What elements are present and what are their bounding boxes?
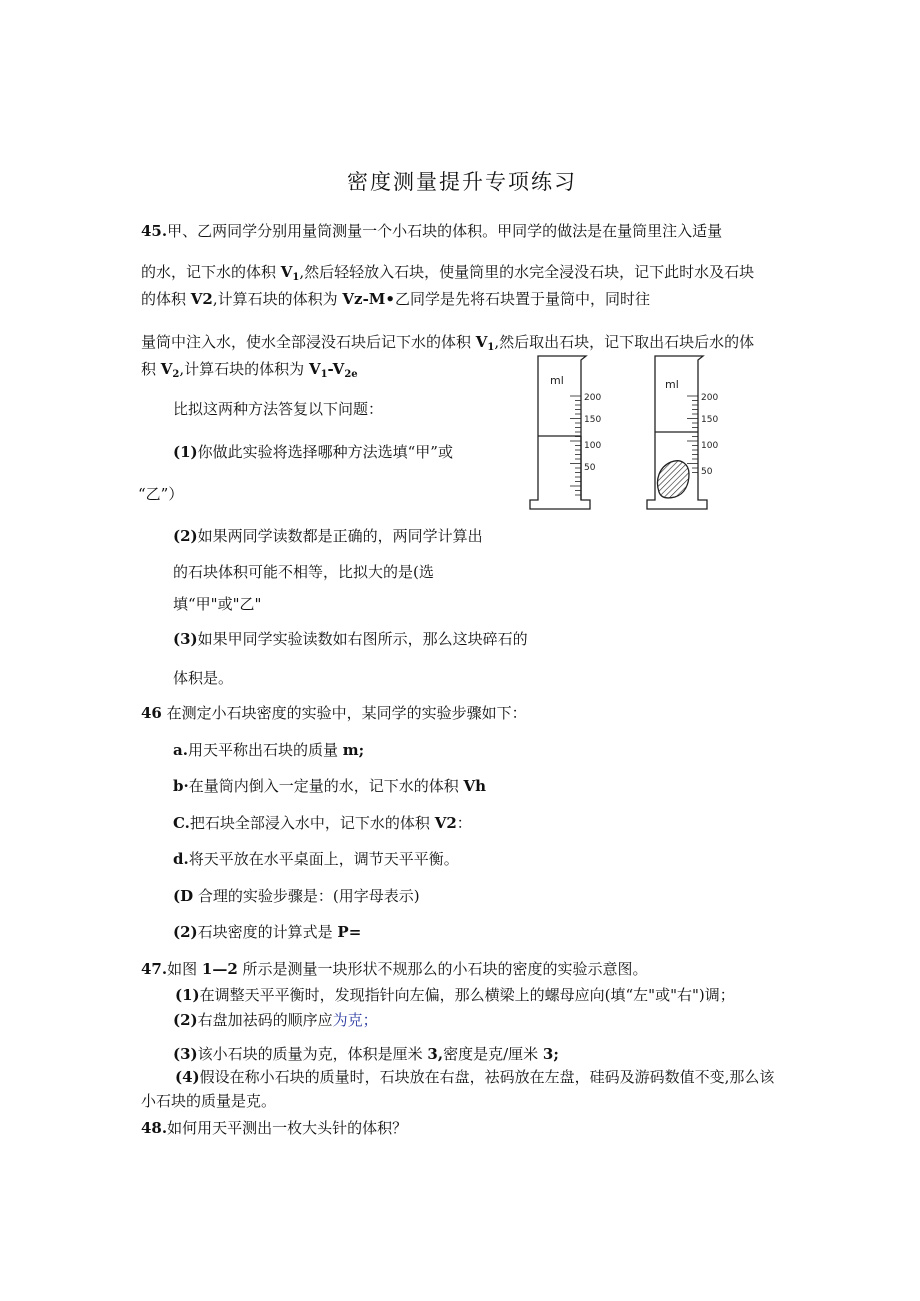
q47-part3-exp-b: 3; (542, 1045, 559, 1063)
q45-line4-a: 量筒中注入水，使水全部浸没石块后记下水的体积 (141, 333, 476, 351)
q47-figure-ref: 1—2 (201, 960, 238, 978)
right-tick-100: 100 (701, 441, 719, 451)
q45-line1 (141, 221, 722, 241)
q45-line4-v: V (475, 333, 488, 351)
q45-line3 (141, 289, 650, 309)
q47-part3-a: 该小石块的质量为克，体积是厘米 (197, 1045, 428, 1063)
cylinder-left (530, 356, 601, 509)
q45-v1-sub: 1 (292, 272, 300, 283)
q45-v2-symbol: V2 (190, 290, 213, 308)
q46-step-b-text: 在量筒内倒入一定量的水，记下水的体积 (188, 777, 464, 795)
q45-line4-sub: 1 (487, 342, 495, 353)
q48-text: 如何用天平测出一枚大头针的体积？ (167, 1119, 408, 1137)
q46-step-a-text: 用天平称出石块的质量 (187, 741, 343, 759)
q46-step-c-end: ： (456, 814, 472, 832)
q47-part2-blue-text: 为克； (332, 1011, 378, 1029)
q47-part4-cont: 小石块的质量是克。 (141, 1092, 277, 1110)
q45-line4-b: ,然后取出石块，记下取出石块后水的体 (494, 333, 755, 351)
q46-sub2-formula: P= (337, 923, 362, 941)
q45-part3 (173, 629, 528, 649)
q45-part1 (173, 442, 453, 462)
q45-line1-text: 甲、乙两同学分别用量筒测量一个小石块的体积。甲同学的做法是在量筒里注入适量 (167, 222, 723, 240)
page-title: 密度测量提升专项练习 (347, 170, 577, 194)
q47-part4 (175, 1067, 774, 1087)
q47-part3-number: (3) (173, 1045, 198, 1063)
q45-part2-text: 如果两同学读数都是正确的，两同学计算出 (197, 527, 483, 545)
q45-part1-text: 你做此实验将选择哪种方法选填“甲”或 (197, 443, 453, 461)
q46-step-c (173, 813, 472, 833)
q45-part2-cont2: 填“甲"或"乙" (173, 595, 262, 613)
cylinder-figure (528, 352, 728, 514)
left-tick-50: 50 (584, 463, 596, 473)
q45-line2-b: ,然后轻轻放入石块，使量筒里的水完全浸没石块，记下此时水及石块 (299, 263, 755, 281)
q46-intro (141, 703, 527, 723)
right-tick-150: 150 (701, 415, 719, 425)
q45-line4 (141, 332, 754, 352)
q46-intro-text: 在测定小石块密度的实验中，某同学的实验步骤如下： (166, 704, 527, 722)
q45-line5-v2sub: 2e (344, 369, 358, 380)
q47-part2-number: (2) (173, 1011, 198, 1029)
q45-line5-v: V (160, 360, 173, 378)
q45-part3-number: (3) (173, 630, 198, 648)
q45-part2 (173, 526, 483, 546)
q45-line5-b: ,计算石块的体积为 (179, 360, 309, 378)
q47-part4-number: (4) (175, 1068, 200, 1086)
q47-number: 47. (141, 960, 168, 978)
q45-part3-text: 如果甲同学实验读数如右图所示，那么这块碎石的 (197, 630, 528, 648)
left-tick-100: 100 (584, 441, 602, 451)
q46-step-d (173, 849, 459, 869)
q46-step-a-label: a. (173, 741, 188, 759)
q47-part3 (173, 1044, 559, 1064)
q46-step-a (173, 740, 364, 760)
q45-line5-v1sub: 1 (320, 369, 328, 380)
q47-part1-number: (1) (175, 986, 200, 1004)
q47-part4-text: 假设在称小石块的质量时，石块放在右盘，祛码放在左盘，硅码及游码数值不变,那么该 (199, 1068, 775, 1086)
q48-number: 48. (141, 1119, 168, 1137)
q45-line2-a: 的水，记下水的体积 (141, 263, 281, 281)
q47-intro-b: 所示是测量一块形状不规那么的小石块的密度的实验示意图。 (237, 960, 648, 978)
q45-v1-symbol: V (280, 263, 293, 281)
q47-part1 (175, 985, 735, 1005)
q45-line5-v1: V (308, 360, 321, 378)
q47-part3-exp-a: 3, (427, 1045, 444, 1063)
q45-line5-dash: -V (327, 360, 345, 378)
right-tick-200: 200 (701, 393, 719, 403)
q45-line3-b: ,计算石块的体积为 (212, 290, 343, 308)
q46-step-b-label: b· (173, 777, 189, 795)
left-tick-200: 200 (584, 393, 602, 403)
q46-step-b-symbol: Vh (463, 777, 487, 795)
q46-sub2-number: (2) (173, 923, 198, 941)
q45-line3-a: 的体积 (141, 290, 191, 308)
q46-step-a-symbol: m; (342, 741, 365, 759)
q45-part1-number: (1) (173, 443, 198, 461)
q45-line2 (141, 262, 754, 282)
q46-number: 46 (141, 704, 162, 722)
q45-part1-cont: “乙”） (138, 485, 184, 503)
left-unit-label: ml (550, 374, 564, 387)
q45-line5-sub: 2 (172, 369, 180, 380)
q45-formula: Vz-M• (342, 290, 395, 308)
q46-sub2 (173, 922, 361, 942)
q47-intro (141, 959, 648, 979)
q47-part2-text: 右盘加祛码的顺序应 (197, 1011, 333, 1029)
q47-part2 (173, 1010, 378, 1030)
left-tick-150: 150 (584, 415, 602, 425)
q47-intro-a: 如图 (167, 960, 202, 978)
q46-sub1-number: (D (173, 887, 194, 905)
q48 (141, 1118, 407, 1138)
q45-line5-a: 积 (141, 360, 161, 378)
q45-part2-number: (2) (173, 527, 198, 545)
q46-sub2-text: 石块密度的计算式是 (197, 923, 338, 941)
q46-sub1 (173, 886, 420, 906)
q46-step-d-text: 将天平放在水平桌面上，调节天平平衡。 (188, 850, 459, 868)
q46-sub1-text: 合理的实验步骤是：(用字母表示) (193, 887, 420, 905)
q45-number: 45. (141, 222, 168, 240)
q45-compare: 比拟这两种方法答复以下问题： (173, 400, 384, 418)
q45-line3-c: 乙同学是先将石块置于量筒中，同时往 (394, 290, 650, 308)
right-tick-50: 50 (701, 467, 713, 477)
q46-step-d-label: d. (173, 850, 189, 868)
q47-part3-b: 密度是克/厘米 (443, 1045, 543, 1063)
q45-part3-cont: 体积是。 (173, 669, 234, 687)
q47-part1-text: 在调整天平平衡时，发现指针向左偏，那么横梁上的螺母应向(填“左"或"右")调； (199, 986, 735, 1004)
cylinder-right (647, 356, 718, 509)
q46-step-c-text: 把石块全部浸入水中，记下水的体积 (189, 814, 435, 832)
q46-step-c-label: C. (173, 814, 190, 832)
q45-part2-cont1: 的石块体积可能不相等，比拟大的是(选 (173, 563, 434, 581)
q45-line5 (141, 359, 358, 379)
q46-step-b (173, 776, 486, 796)
right-unit-label: ml (665, 378, 679, 391)
q46-step-c-symbol: V2 (434, 814, 457, 832)
